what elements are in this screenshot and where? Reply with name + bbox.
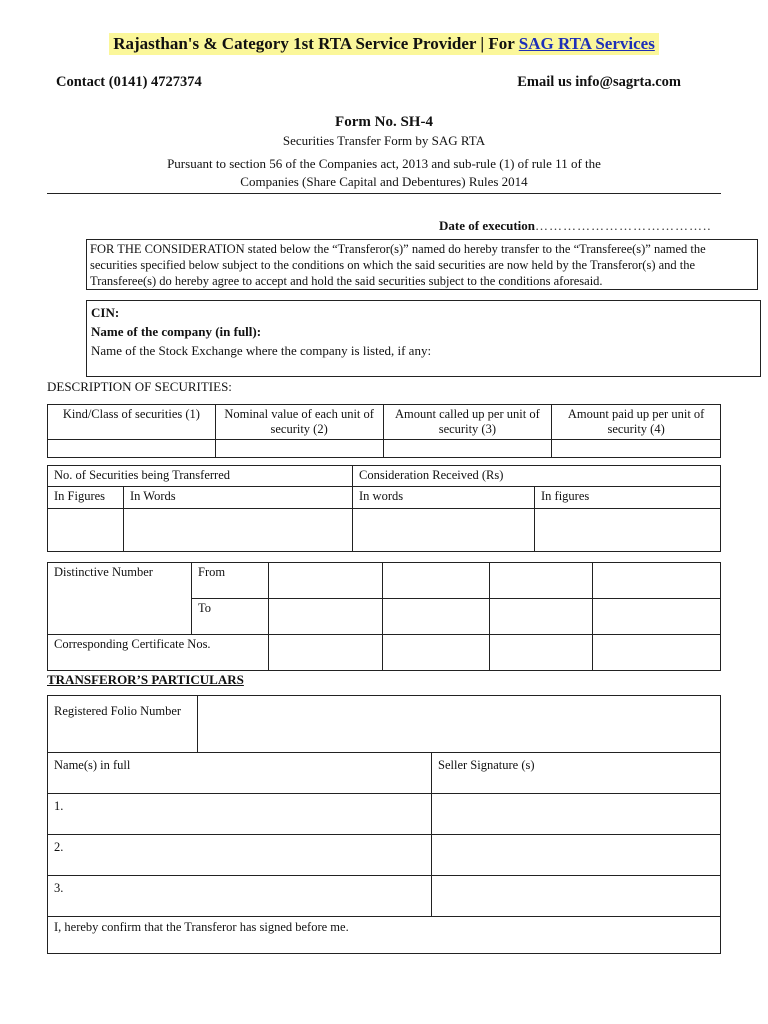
in-figures-label-2: In figures bbox=[535, 487, 721, 509]
banner-highlight bbox=[109, 33, 659, 55]
from-cell-2[interactable] bbox=[383, 563, 490, 599]
cert-cell-1[interactable] bbox=[269, 635, 383, 671]
in-figures-label: In Figures bbox=[48, 487, 124, 509]
cell-consideration-words[interactable] bbox=[353, 509, 535, 552]
from-cell-1[interactable] bbox=[269, 563, 383, 599]
to-label: To bbox=[192, 599, 269, 635]
name-row-3[interactable]: 3. bbox=[48, 876, 432, 917]
cin-label: CIN: bbox=[91, 305, 120, 320]
pursuant-text bbox=[0, 155, 768, 191]
sag-rta-services-link[interactable]: SAG RTA Services bbox=[518, 34, 655, 53]
transferor-title: TRANSFEROR’S PARTICULARS bbox=[47, 672, 244, 687]
header-paid-up: Amount paid up per unit of security (4) bbox=[552, 405, 721, 440]
company-name-label: Name of the company (in full): bbox=[91, 324, 262, 339]
from-cell-4[interactable] bbox=[593, 563, 721, 599]
consideration-label: Consideration Received (Rs) bbox=[353, 466, 721, 487]
distinctive-table bbox=[47, 562, 721, 671]
pursuant-line-2: Companies (Share Capital and Debentures) Rules 2014 bbox=[240, 174, 528, 189]
cell-consideration-figures[interactable] bbox=[535, 509, 721, 552]
pursuant-line-1: Pursuant to section 56 of the Companies act, 2013 and sub-rule (1) of rule 11 of the bbox=[167, 156, 601, 171]
certificate-label: Corresponding Certificate Nos. bbox=[48, 635, 269, 671]
description-title: DESCRIPTION OF SECURITIES: bbox=[47, 379, 232, 394]
name-row-1[interactable]: 1. bbox=[48, 794, 432, 835]
header-called-up: Amount called up per unit of security (3) bbox=[383, 405, 552, 440]
transfer-table bbox=[47, 465, 721, 552]
securities-table bbox=[47, 404, 721, 458]
company-info-box bbox=[86, 300, 761, 377]
distinctive-label: Distinctive Number bbox=[48, 563, 192, 635]
signature-label: Seller Signature (s) bbox=[432, 753, 721, 794]
cell-kind[interactable] bbox=[48, 440, 216, 458]
cert-cell-4[interactable] bbox=[593, 635, 721, 671]
contact-phone: Contact (0141) 4727374 bbox=[56, 74, 202, 90]
cell-called-up[interactable] bbox=[383, 440, 552, 458]
cell-nominal[interactable] bbox=[215, 440, 383, 458]
header-nominal: Nominal value of each unit of security (2) bbox=[215, 405, 383, 440]
cell-no-figures[interactable] bbox=[48, 509, 124, 552]
names-label: Name(s) in full bbox=[48, 753, 432, 794]
banner-text: Rajasthan's & Category 1st RTA Service Provider | For bbox=[113, 34, 515, 53]
signature-cell-1[interactable] bbox=[432, 794, 721, 835]
transferor-table bbox=[47, 695, 721, 954]
header-divider bbox=[47, 193, 721, 194]
date-field[interactable]: ……………………………….. bbox=[535, 218, 712, 233]
cert-cell-2[interactable] bbox=[383, 635, 490, 671]
to-cell-1[interactable] bbox=[269, 599, 383, 635]
folio-cell[interactable] bbox=[198, 696, 721, 753]
to-cell-2[interactable] bbox=[383, 599, 490, 635]
date-of-execution bbox=[439, 218, 712, 234]
confirm-text: I, hereby confirm that the Transferor has signed before me. bbox=[48, 917, 721, 954]
header-kind: Kind/Class of securities (1) bbox=[48, 405, 216, 440]
date-label: Date of execution bbox=[439, 218, 536, 233]
signature-cell-2[interactable] bbox=[432, 835, 721, 876]
to-cell-4[interactable] bbox=[593, 599, 721, 635]
to-cell-3[interactable] bbox=[490, 599, 593, 635]
in-words-label-2: In words bbox=[353, 487, 535, 509]
header-banner bbox=[0, 33, 768, 55]
no-transferred-label: No. of Securities being Transferred bbox=[48, 466, 353, 487]
consideration-box: FOR THE CONSIDERATION stated below the “Transferor(s)” named do hereby transfer to the “Transferee(s)” named the securities specified below subject to the conditions on which the said securities are now held by the Transferor(s) and the Transferee(s) do hereby agree to accept and hold the said securities subject to the conditions aforesaid. bbox=[86, 239, 758, 290]
name-row-2[interactable]: 2. bbox=[48, 835, 432, 876]
form-number: Form No. SH-4 bbox=[335, 114, 433, 130]
in-words-label: In Words bbox=[124, 487, 353, 509]
from-cell-3[interactable] bbox=[490, 563, 593, 599]
folio-label: Registered Folio Number bbox=[48, 696, 198, 753]
contact-email: Email us info@sagrta.com bbox=[517, 74, 681, 90]
cell-no-words[interactable] bbox=[124, 509, 353, 552]
stock-exchange-label: Name of the Stock Exchange where the company is listed, if any: bbox=[91, 343, 432, 358]
cert-cell-3[interactable] bbox=[490, 635, 593, 671]
cell-paid-up[interactable] bbox=[552, 440, 721, 458]
signature-cell-3[interactable] bbox=[432, 876, 721, 917]
form-subtitle: Securities Transfer Form by SAG RTA bbox=[282, 133, 486, 148]
from-label: From bbox=[192, 563, 269, 599]
